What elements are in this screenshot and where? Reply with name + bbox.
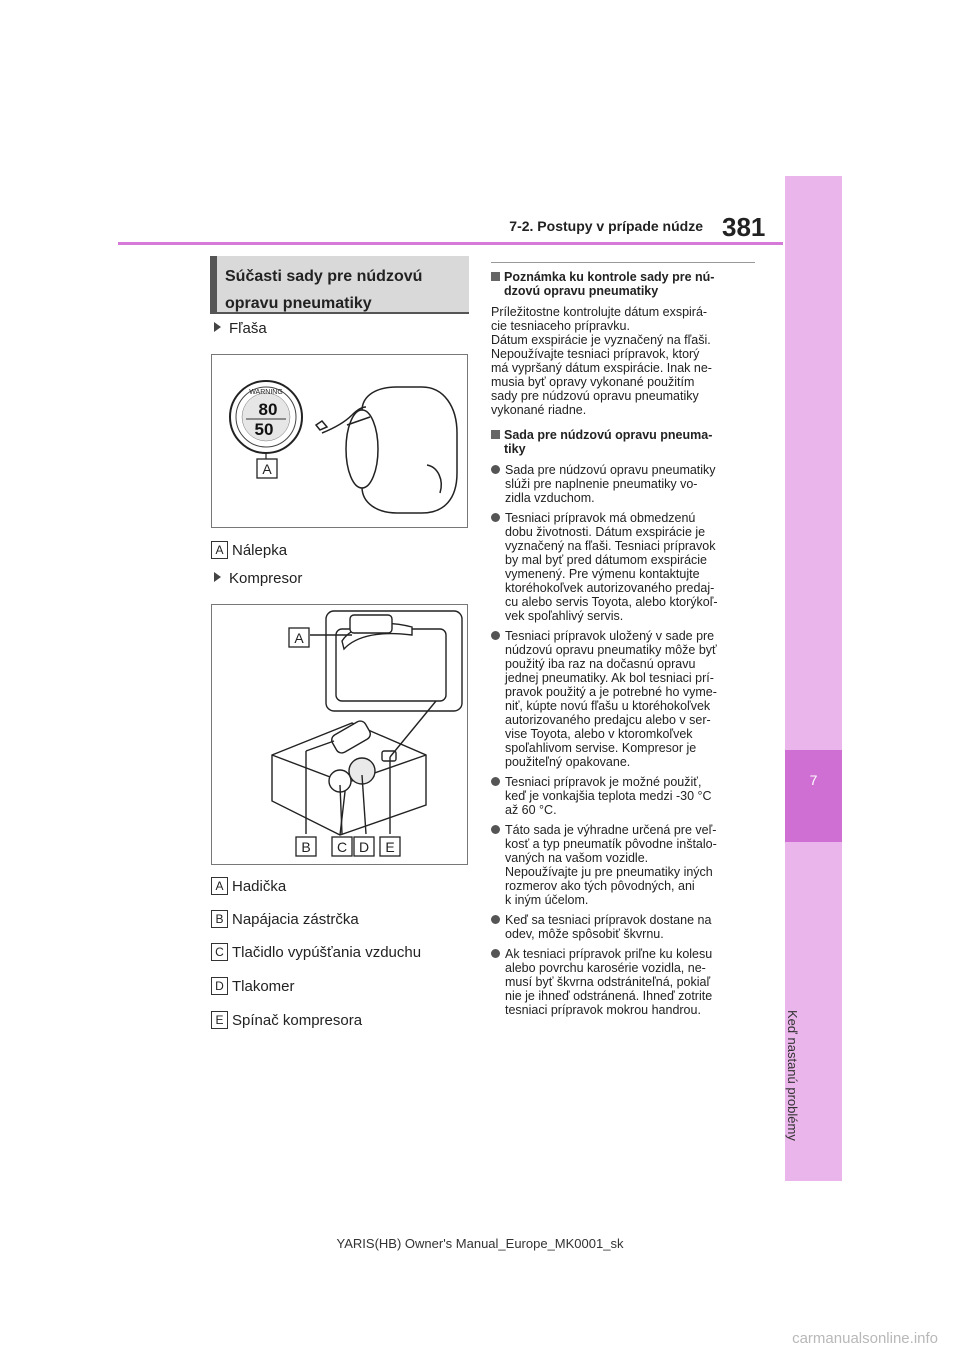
kit-heading bbox=[491, 428, 756, 456]
compressor-label-e bbox=[211, 1011, 362, 1029]
compressor-figure bbox=[211, 604, 468, 865]
letter-box-e: E bbox=[211, 1011, 228, 1029]
bottle-title-text: Fľaša bbox=[229, 320, 267, 337]
callout-b: B bbox=[301, 839, 311, 855]
compressor-label-b bbox=[211, 910, 359, 928]
round-bullet-icon bbox=[491, 949, 500, 958]
sticker-num2: 50 bbox=[254, 420, 274, 439]
compressor-label-b-text: Napájacia zástrčka bbox=[232, 911, 359, 928]
list-item-text: Ak tesniaci prípravok priľne ku kolesu alebo povrchu karosérie vozidla, ne- musí byť škvrna odstrániteľná, pokiaľ nie je ihneď odstránená. Ihneď zotrite tesniaci prípravok mokrou handrou. bbox=[505, 947, 713, 1017]
bottle-illustration bbox=[212, 355, 467, 527]
note-heading-text: Poznámka ku kontrole sady pre nú- dzovú opravu pneumatiky bbox=[504, 270, 715, 298]
list-item bbox=[491, 947, 756, 1017]
round-bullet-icon bbox=[491, 777, 500, 786]
callout-a: A bbox=[294, 630, 304, 646]
heading-rule bbox=[210, 312, 469, 314]
list-item-text: Táto sada je výhradne určená pre veľ- kosť a typ pneumatík pôvodne inštalo- vaných na vašom vozidle. Nepoužívajte ju pre pneumatiky iných rozmerov ako tých pôvodných, ani k iným účelom. bbox=[505, 823, 717, 907]
kit-heading-text: Sada pre núdzovú opravu pneuma- tiky bbox=[504, 428, 713, 456]
list-item bbox=[491, 629, 756, 769]
square-bullet-icon bbox=[491, 430, 500, 439]
chapter-label: Keď nastanú problémy bbox=[785, 1010, 800, 1141]
right-column-rule bbox=[491, 262, 755, 263]
list-item bbox=[491, 913, 756, 941]
bottle-label-a bbox=[211, 541, 287, 559]
square-bullet-icon bbox=[491, 272, 500, 281]
expiry-sticker-icon bbox=[230, 381, 302, 459]
page-number: 381 bbox=[722, 212, 766, 242]
triangle-bullet-icon bbox=[214, 322, 221, 332]
chapter-tab-active[interactable] bbox=[785, 750, 842, 842]
compressor-label-a-text: Hadička bbox=[232, 878, 287, 895]
callout-e: E bbox=[385, 839, 395, 855]
compressor-illustration bbox=[212, 605, 467, 864]
compressor-label-c-text: Tlačidlo vypúšťania vzduchu bbox=[232, 944, 422, 961]
list-item bbox=[491, 823, 756, 907]
list-item bbox=[491, 775, 756, 817]
round-bullet-icon bbox=[491, 631, 500, 640]
note-text: Príležitostne kontrolujte dátum exspirá- cie tesniaceho prípravku. Dátum exspirácie je vyznačený na fľaši. Nepoužívajte tesniaci prípravok, ktorý má vypršaný dátum exspirácie. Inak ne- musia byť opravy vykonané použitím sady pre núdzovú opravu pneumatiky vykonané riadne. bbox=[491, 305, 712, 417]
compressor-title bbox=[214, 570, 302, 587]
round-bullet-icon bbox=[491, 513, 500, 522]
list-item-text: Keď sa tesniaci prípravok dostane na odev, môže spôsobiť škvrnu. bbox=[505, 913, 712, 941]
list-item-text: Sada pre núdzovú opravu pneumatiky slúži pre naplnenie pneumatiky vo- zidla vzduchom. bbox=[505, 463, 716, 505]
note-heading bbox=[491, 270, 756, 298]
bottle-figure bbox=[211, 354, 468, 528]
compressor-title-text: Kompresor bbox=[229, 570, 303, 587]
section-title: 7-2. Postupy v prípade núdze bbox=[509, 218, 703, 234]
letter-box-a: A bbox=[211, 541, 228, 559]
callout-c: C bbox=[336, 839, 348, 855]
callout-d: D bbox=[358, 839, 370, 855]
sealant-bottle-icon bbox=[316, 387, 457, 513]
list-item bbox=[491, 511, 756, 623]
header-rule bbox=[118, 242, 783, 245]
list-item-text: Tesniaci prípravok uložený v sade pre núdzovú opravu pneumatiky môže byť použitý iba raz na dočasnú opravu jednej pneumatiky. Ak bol tesniaci prí- pravok použitý a je potrebné ho vyme- niť, kúpte novú fľašu u ktoréhokoľvek autorizovaného predajcu alebo v ser- vise Toyota, alebo v ktoromkoľvek spoľahlivom servise. Kompresor je použiteľný opakovane. bbox=[505, 629, 717, 769]
chapter-number: 7 bbox=[809, 772, 818, 788]
section-heading-line2: opravu pneumatiky bbox=[225, 295, 372, 312]
bottle-label-a-text: Nálepka bbox=[232, 542, 288, 559]
bottle-title bbox=[214, 320, 267, 337]
round-bullet-icon bbox=[491, 915, 500, 924]
compressor-label-d-text: Tlakomer bbox=[232, 978, 295, 995]
letter-box-a: A bbox=[211, 877, 228, 895]
callout-a: A bbox=[262, 461, 272, 477]
compressor-label-d bbox=[211, 977, 295, 995]
list-item-text: Tesniaci prípravok je možné použiť, keď je vonkajšia teplota medzi -30 °C až 60 °C. bbox=[505, 775, 712, 817]
letter-box-b: B bbox=[211, 910, 228, 928]
triangle-bullet-icon bbox=[214, 572, 221, 582]
list-item bbox=[491, 463, 756, 505]
right-column bbox=[491, 270, 756, 1017]
sticker-num1: 80 bbox=[258, 400, 278, 419]
compressor-label-e-text: Spínač kompresora bbox=[232, 1012, 363, 1029]
watermark: carmanualsonline.info bbox=[792, 1330, 938, 1347]
letter-box-c: C bbox=[211, 943, 228, 961]
section-heading-line1: Súčasti sady pre núdzovú bbox=[225, 268, 423, 285]
sticker-warning-text: WARNING bbox=[249, 389, 283, 396]
round-bullet-icon bbox=[491, 465, 500, 474]
compressor-label-a bbox=[211, 877, 286, 895]
compressor-label-c bbox=[211, 943, 421, 961]
page-footer: YARIS(HB) Owner's Manual_Europe_MK0001_sk bbox=[336, 1236, 624, 1251]
list-item-text: Tesniaci prípravok má obmedzenú dobu životnosti. Dátum exspirácie je vyznačený na fľaši. Tesniaci prípravok by mal byť pred dátumom exspirácie vymenený. Pre výmenu kontaktujte ktoréhokoľvek autorizovaného predaj- cu alebo servis Toyota, alebo ktorýkoľ- vek spoľahlivý servis. bbox=[505, 511, 718, 623]
letter-box-d: D bbox=[211, 977, 228, 995]
round-bullet-icon bbox=[491, 825, 500, 834]
section-heading bbox=[210, 256, 469, 312]
